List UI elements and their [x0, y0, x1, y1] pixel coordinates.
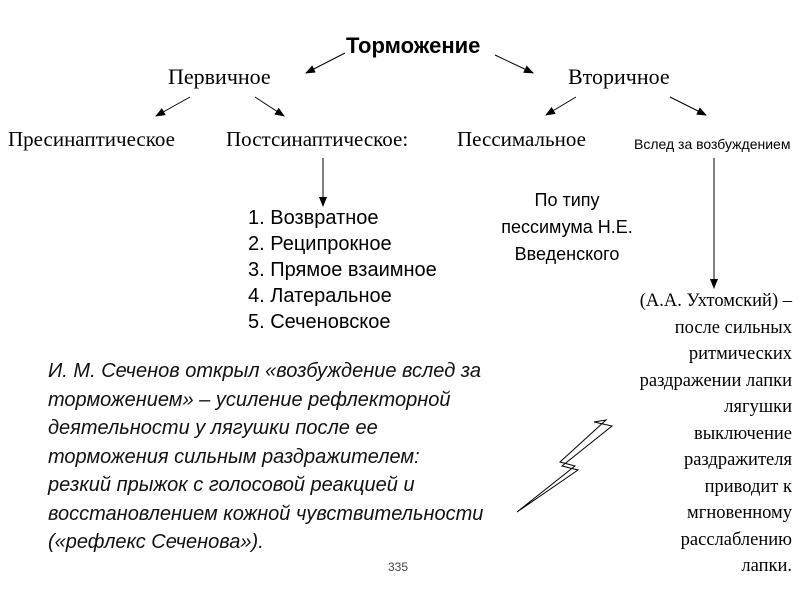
list-item: 3. Прямое взаимное: [248, 259, 437, 281]
ukhtomsky-note-line: ритмических: [688, 344, 792, 364]
sechenov-note-line: торможения сильным раздражителем:: [48, 445, 420, 468]
sechenov-note: [48, 357, 483, 557]
branch-primary: Первичное: [168, 64, 271, 89]
pessimal-note-line: пессимума Н.Е.: [501, 217, 633, 237]
arrow-to-pessimal: [546, 97, 576, 115]
sechenov-note-line: восстановлением кожной чувствительности: [48, 502, 484, 525]
arrow-to-postsynaptic: [255, 97, 284, 116]
ukhtomsky-note-line: лапки.: [741, 556, 792, 576]
arrow-to-secondary: [495, 55, 533, 73]
pessimal-note-line: Введенского: [514, 244, 620, 264]
ukhtomsky-note-line: выключение: [693, 423, 792, 444]
list-item: 4. Латеральное: [248, 285, 392, 307]
page-number: 335: [388, 560, 409, 574]
subtype-after-excitation: Вслед за возбуждением: [634, 136, 791, 152]
subtype-postsynaptic: Постсинаптическое:: [226, 127, 409, 151]
ukhtomsky-note-line: приводит к: [704, 476, 792, 497]
sechenov-note-line: торможением» – усиление рефлекторной: [48, 388, 451, 411]
branch-secondary: Вторичное: [568, 64, 670, 89]
ukhtomsky-note-line: после сильных: [674, 317, 792, 338]
list-item: 1. Возвратное: [248, 207, 379, 229]
ukhtomsky-note-line: (А.А. Ухтомский) –: [639, 291, 792, 311]
postsynaptic-types-list: [248, 205, 437, 335]
diagram-title: Торможение: [346, 33, 481, 58]
ukhtomsky-note-line: раздражении лапки: [639, 370, 792, 391]
sechenov-note-line: И. М. Сеченов открыл «возбуждение вслед за: [48, 360, 481, 382]
list-item: 5. Сеченовское: [248, 311, 391, 333]
pessimal-note: [482, 187, 652, 268]
sechenov-note-line: деятельности у лягушки после ее: [48, 417, 378, 439]
ukhtomsky-note: [572, 288, 792, 580]
ukhtomsky-note-line: расслаблению: [680, 529, 792, 550]
subtype-pessimal: Пессимальное: [457, 127, 586, 151]
ukhtomsky-note-line: мгновенному: [687, 503, 792, 523]
sechenov-note-line: резкий прыжок с голосовой реакцией и: [48, 474, 415, 496]
ukhtomsky-note-line: раздражителя: [683, 450, 792, 470]
list-item: 2. Реципрокное: [248, 233, 392, 255]
ukhtomsky-note-line: лягушки: [724, 397, 792, 417]
arrow-to-primary: [306, 53, 345, 73]
subtype-presynaptic: Пресинаптическое: [8, 127, 175, 151]
pessimal-note-line: По типу: [534, 190, 600, 210]
arrow-to-presynaptic: [156, 97, 190, 116]
arrow-to-after-excitation: [670, 97, 706, 115]
sechenov-note-line: («рефлекс Сеченова»).: [48, 531, 264, 553]
